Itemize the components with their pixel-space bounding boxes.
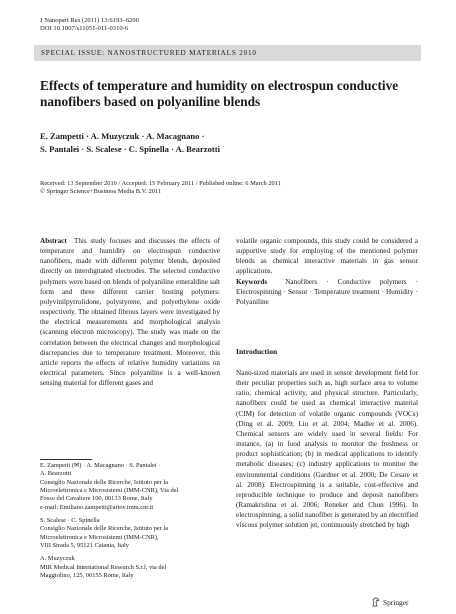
affiliation-line: Consiglio Nazionale delle Ricerche, Istituto per la (40, 525, 168, 533)
copyright-notice: © Springer Science+Business Media B.V. 2011 (40, 188, 162, 196)
affiliation-block (40, 462, 220, 512)
abstract (40, 236, 220, 388)
affiliation-line: Maggiolino, 125, 00155 Rome, Italy (40, 572, 134, 580)
abstract-column (40, 236, 220, 388)
keywords-text: Nanofibers · Conductive polymers · Electrospinning · Sensor · Temperature treatment · Humidity · Polyaniline (236, 277, 418, 306)
author-line: S. Pantalei · S. Scalese · C. Spinella · A. Bearzotti (40, 143, 220, 154)
affiliations (40, 462, 220, 585)
special-issue-banner: SPECIAL ISSUE: NANOSTRUCTURED MATERIALS 2010 (34, 45, 421, 61)
affiliation-line: Microelettronica e Microsistemi (IMM-CNR), Via del (40, 487, 179, 495)
keywords (236, 277, 418, 307)
affiliation-line: Consiglio Nazionale delle Ricerche, Istituto per la (40, 478, 168, 486)
history-dates: Received: 13 September 2010 / Accepted: 15 February 2011 / Published online: 6 March 2011 (40, 180, 281, 187)
affiliation-block (40, 555, 220, 580)
publication-dates (40, 180, 420, 197)
affiliation-line: A. Bearzotti (40, 470, 72, 478)
doi[interactable]: DOI 10.1007/s11051-011-0310-6 (40, 25, 129, 33)
affiliation-line: S. Scalese · C. Spinella (40, 517, 100, 525)
journal-citation: J Nanopart Res (2011) 13:6193–6200 (40, 17, 140, 24)
introduction-heading: Introduction (236, 347, 278, 356)
publisher-logo (371, 597, 408, 607)
springer-horse-icon (371, 597, 381, 607)
abstract-text: This study focuses and discusses the effects of temperature and humidity on electrospun conductive nanofibers, made with different polymer blends, deposited directly on interdigitated electrodes. The selected conductive polymers were based on blends of polyaniline emeraldine salt form and three different carrier hosting polymers: polyvinilpyrrolidone, polystyrene, and polyethylene oxide respectively. The obtained fibrous layers were investigated by the electrical measurements and morphological analysis (scanning electron microscopy). The study was made on the correlation between the electrical changes and morphological discrepancies due to temperature treatment. Moreover, this article reports the effects of relative humidity variations on electrical parameters. Since polyaniline is a well-known sensing material for different gases and (40, 237, 220, 388)
affiliation-line: MIR Medical International Research S.r.l, via del (40, 563, 167, 571)
affiliation-line: A. Muzyczuk (40, 555, 75, 563)
affiliation-line: Fosso del Cavaliere 100, 00133 Rome, Italy (40, 495, 153, 503)
keywords-label: Keywords (236, 277, 268, 286)
abstract-label: Abstract (40, 237, 67, 245)
affiliation-line: Microelettronica e Microsistemi (IMM-CNR), (40, 533, 159, 541)
introduction-body (236, 368, 418, 531)
author-line: E. Zampetti · A. Muzyczuk · A. Macagnano · (40, 131, 205, 141)
author-list (40, 130, 420, 155)
springer-wordmark: Springer (383, 597, 409, 607)
abstract-continuation: volatile organic compounds, this study could be considered a supportive study for employing of the mentioned polymer blends as chemical interactive materials in gas sensor applications. (236, 237, 418, 276)
contact-email[interactable]: e-mail: Emiliano.zampetti@artov.imm.cnr.it (40, 503, 154, 511)
affiliation-line: VIII Strada 5, 95121 Catania, Italy (40, 542, 129, 550)
introduction-text: Nano-sized materials are used in sensor development field for their peculiar properties such as, high surface area to volume ratio, chemical activity, and physical structure. Particularly, nanofibers could be used as chemical interactive material (CIM) for detection of volatile organic compounds (VOCs) (Ding et al. 2009; Liu et al. 2004; Madler et al. 2006). Chemical sensors are widely used in several fields: For instance, (a) in food analysis to monitor the freshness or product sophistication; (b) in medical applications to identify metabolic diseases; (c) industry applications to monitor the environmental conditions (Gardner et al. 2000; De Cesare et al. 2008). Electrospinning is a suitable, cost-effective and reproducible technique to produce and deposit nanofibers (Ramakrishna et al. 2006; Reneker and Chun 1996). In electrospinning, a solid nanofiber is generated by an electrified viscous polymer solution jet, continuously stretched by high (236, 369, 418, 530)
affiliation-line: E. Zampetti (✉) · A. Macagnano · S. Pantalei · (40, 462, 161, 469)
affiliation-block (40, 517, 220, 550)
footnote-divider (40, 459, 92, 460)
article-title: Effects of temperature and humidity on electrospun conductive nanofibers based on polyaniline blends (40, 78, 399, 109)
journal-reference (40, 17, 139, 33)
abstract-continuation-column (236, 236, 418, 307)
